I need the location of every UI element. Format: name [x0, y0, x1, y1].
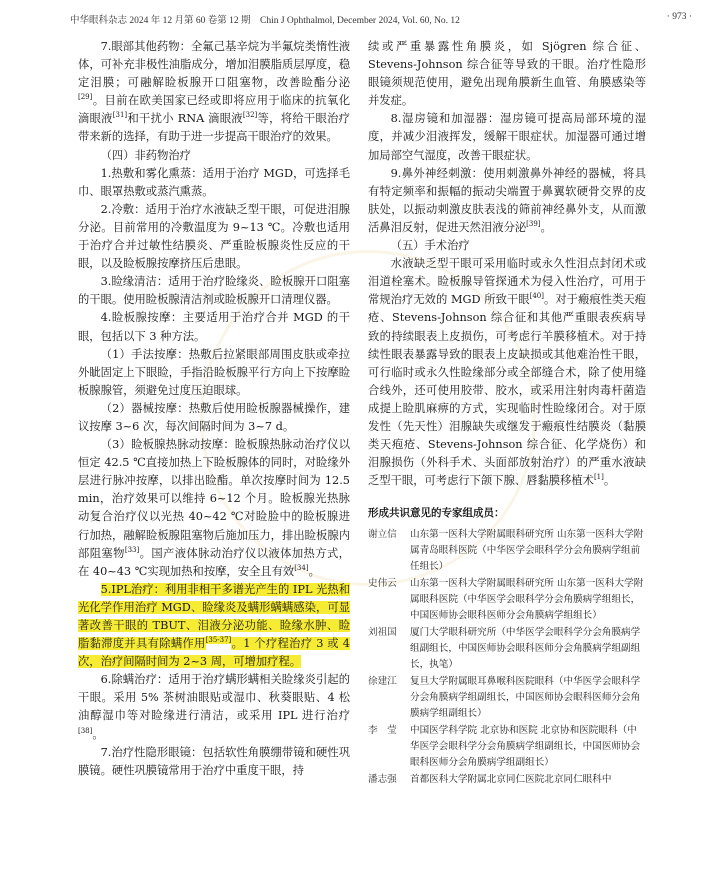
expert-entry: [368, 625, 646, 673]
paragraph: 4.睑板腺按摩：主要适用于治疗合并 MGD 的干眼，包括以下 3 种方法。: [78, 311, 350, 343]
paragraph: 9.鼻外神经刺激：使用刺激鼻外神经的器械，将具有特定频率和振幅的振动尖端置于鼻翼软硬骨交界的皮肤处，以振动刺激皮肤表浅的筛前神经鼻外支，从而激活鼻泪反射，促进天然泪液分泌[39]。: [368, 166, 646, 234]
highlighted-paragraph: 5.IPL治疗：利用非相干多谱光产生的 IPL 光热和光化学作用治疗 MGD、睑缘炎及螨形螨螨感染，可显著改善干眼的 TBUT、泪液分泌功能、睑缘水肿、睑脂黏滞度并具有除螨作用[35-37]。1 个疗程治疗 3 或 4 次，治疗间隔时间为 2~3 周，可增加疗程。: [78, 582, 350, 669]
left-column: [78, 38, 350, 780]
expert-name: 刘祖国: [368, 627, 397, 639]
running-header: [70, 12, 692, 26]
expert-name: 潘志强: [368, 774, 397, 786]
page-number: · 973 ·: [666, 12, 692, 22]
expert-name: 李 莹: [368, 725, 397, 737]
paragraph: 7.眼部其他药物：全氟己基辛烷为半氟烷类惰性液体，可补充非极性油脂成分，增加泪膜脂质层厚度，稳定泪膜；可融解睑板腺开口阻塞物，改善睑酯分泌[29]。目前在欧美国家已经或即将应用于临床的抗氧化滴眼液[31]和干扰小 RNA 滴眼液[32]等，将给干眼治疗带来新的选择，有助于进一步提高干眼治疗的效果。: [78, 40, 350, 144]
section-heading: （五）手术治疗: [390, 239, 470, 253]
expert-affiliation: 复旦大学附属眼耳鼻喉科医院眼科（中华医学会眼科学分会角膜病学组副组长，中国医师协会眼科医师分会角膜病学组副组长）: [410, 676, 641, 720]
right-column: [368, 38, 646, 789]
highlight: 。1 个疗程治疗 3 或 4 次，治疗间隔时间为 2~3 周，可增加疗程。: [78, 637, 350, 669]
paragraph: 续或严重暴露性角膜炎，如 Sjögren 综合征、Stevens-Johnson 综合征等导致的干眼。治疗性隐形眼镜须规范使用，避免出现角膜新生血管、角膜感染等并发症。: [368, 40, 646, 108]
expert-entry: [368, 576, 646, 624]
expert-entry: [368, 723, 646, 771]
paragraph: 水液缺乏型干眼可采用临时或永久性泪点封闭术或泪道栓塞术。睑板腺导管探通术为侵入性治疗，可用于常规治疗无效的 MGD 所致干眼[40]。对于瘢痕性类天疱疮、Stevens-Johnson 综合征和其他严重眼表疾病导致的持续眼表上皮损伤，可考虑行羊膜移植术。对于持续性眼表暴露导致的眼表上皮缺损或其他难治性干眼，可行临时或永久性睑缘部分或全部缝合术，除了使用缝合线外，还可使用胶带、胶水，或采用注射肉毒杆菌造成提上睑肌麻痹的方式，实现临时性睑缘闭合。对于原发性（先天性）泪腺缺失或继发于瘢痕性结膜炎（黏膜类天疱疮、Stevens-Johnson 综合征、化学烧伤）和泪腺损伤（外科手术、头面部放射治疗）的严重水液缺乏型干眼，可考虑行下颌下腺、唇黏膜移植术[1]。: [368, 257, 646, 488]
section-heading: （四）非药物治疗: [100, 148, 191, 162]
expert-affiliation: 厦门大学眼科研究所（中华医学会眼科学分会角膜病学组副组长，中国医师协会眼科医师分会角膜病学组副组长，执笔）: [410, 627, 641, 671]
expert-name: 史伟云: [368, 578, 397, 590]
expert-name: 徐建江: [368, 676, 397, 688]
expert-entry: [368, 674, 646, 722]
paragraph: 2.冷敷：适用于治疗水液缺乏型干眼，可促进泪腺分泌。目前常用的冷敷温度为 9~13 ℃。冷敷也适用于治疗合并过敏性结膜炎、严重睑板腺炎性反应的干眼，以及睑板腺按摩挤压后患眼。: [78, 202, 350, 271]
paragraph: 7.治疗性隐形眼镜：包括软性角膜绷带镜和硬性巩膜镜。硬性巩膜镜常用于治疗中重度干眼，持: [78, 745, 350, 777]
paragraph: （2）器械按摩：热敷后使用睑板腺器械操作，建议按摩 3~6 次，每次间隔时间为 3~7 d。: [78, 401, 350, 433]
paragraph: 6.除螨治疗：适用于治疗螨形螨相关睑缘炎引起的干眼。采用 5% 茶树油眼贴或湿巾、秋葵眼贴、4 松油醇湿巾等对睑缘进行清洁，或采用 IPL 进行治疗[38]。: [78, 673, 350, 741]
expert-entry: [368, 772, 646, 788]
paragraph: （1）手法按摩：热敷后拉紧眼部周围皮肤或牵拉外眦固定上下眼睑，手指沿睑板腺平行方向上下按摩睑板腺腺管，须避免过度压迫眼球。: [78, 347, 350, 397]
journal-citation: 中华眼科杂志 2024 年 12 月第 60 卷第 12 期 Chin J Ophthalmol, December 2024, Vol. 60, No. 12: [70, 16, 460, 26]
experts-heading: 形成共识意见的专家组成员：: [368, 507, 505, 520]
expert-name: 谢立信: [368, 529, 397, 541]
expert-affiliation: 中国医学科学院 北京协和医院 北京协和医院眼科（中华医学会眼科学分会角膜病学组副组长，中国医师协会眼科医师分会角膜病学组副组长）: [410, 725, 641, 769]
highlight: 5.IPL治疗：利用非相干多谱光产生的 IPL 光热和光化学作用治疗 MGD、睑缘炎及螨形螨螨感染，可显著改善干眼的 TBUT、泪液分泌功能、睑缘水肿、睑脂黏滞度并具有除螨作用: [78, 582, 350, 651]
expert-entry: [368, 527, 646, 575]
experts-list: [368, 527, 646, 788]
expert-affiliation: 山东第一医科大学附属眼科研究所 山东第一医科大学附属青岛眼科医院（中华医学会眼科学分会角膜病学组前任组长）: [410, 529, 644, 573]
expert-affiliation: 山东第一医科大学附属眼科研究所 山东第一医科大学附属眼科医院（中华医学会眼科学分会角膜病学组组长，中国医师协会眼科医师分会角膜病学组组长）: [410, 578, 644, 622]
expert-affiliation: 首都医科大学附属北京同仁医院北京同仁眼科中: [410, 774, 612, 786]
paragraph: 1.热敷和雾化熏蒸：适用于治疗 MGD，可选择毛巾、眼罩热敷或蒸汽熏蒸。: [78, 166, 350, 198]
paragraph: 3.睑缘清洁：适用于治疗睑缘炎、睑板腺开口阻塞的干眼。使用睑板腺清洁剂或睑板腺开口清理仪器。: [78, 275, 350, 307]
paragraph: （3）睑板腺热脉动按摩：睑板腺热脉动治疗仪以恒定 42.5 ℃直接加热上下睑板腺体的同时，对睑缘外层进行脉冲按摩，以排出睑酯。单次按摩时间为 12.5 min，治疗效果可以维持 6~12 个月。睑板腺光热脉动复合治疗仪以光热 40~42 ℃对睑脸中的睑板腺进行加热，融解睑板腺阻塞物后施加压力，排出睑板腺内部阻塞物[33]。国产液体脉动治疗仪以液体加热方式，在 40~43 ℃实现加热和按摩，安全且有效[34]。: [78, 438, 350, 578]
paragraph: 8.湿房镜和加湿器：湿房镜可提高局部环境的湿度，并减少泪液挥发，缓解干眼症状。加湿器可通过增加局部空气湿度，改善干眼症状。: [368, 112, 646, 162]
